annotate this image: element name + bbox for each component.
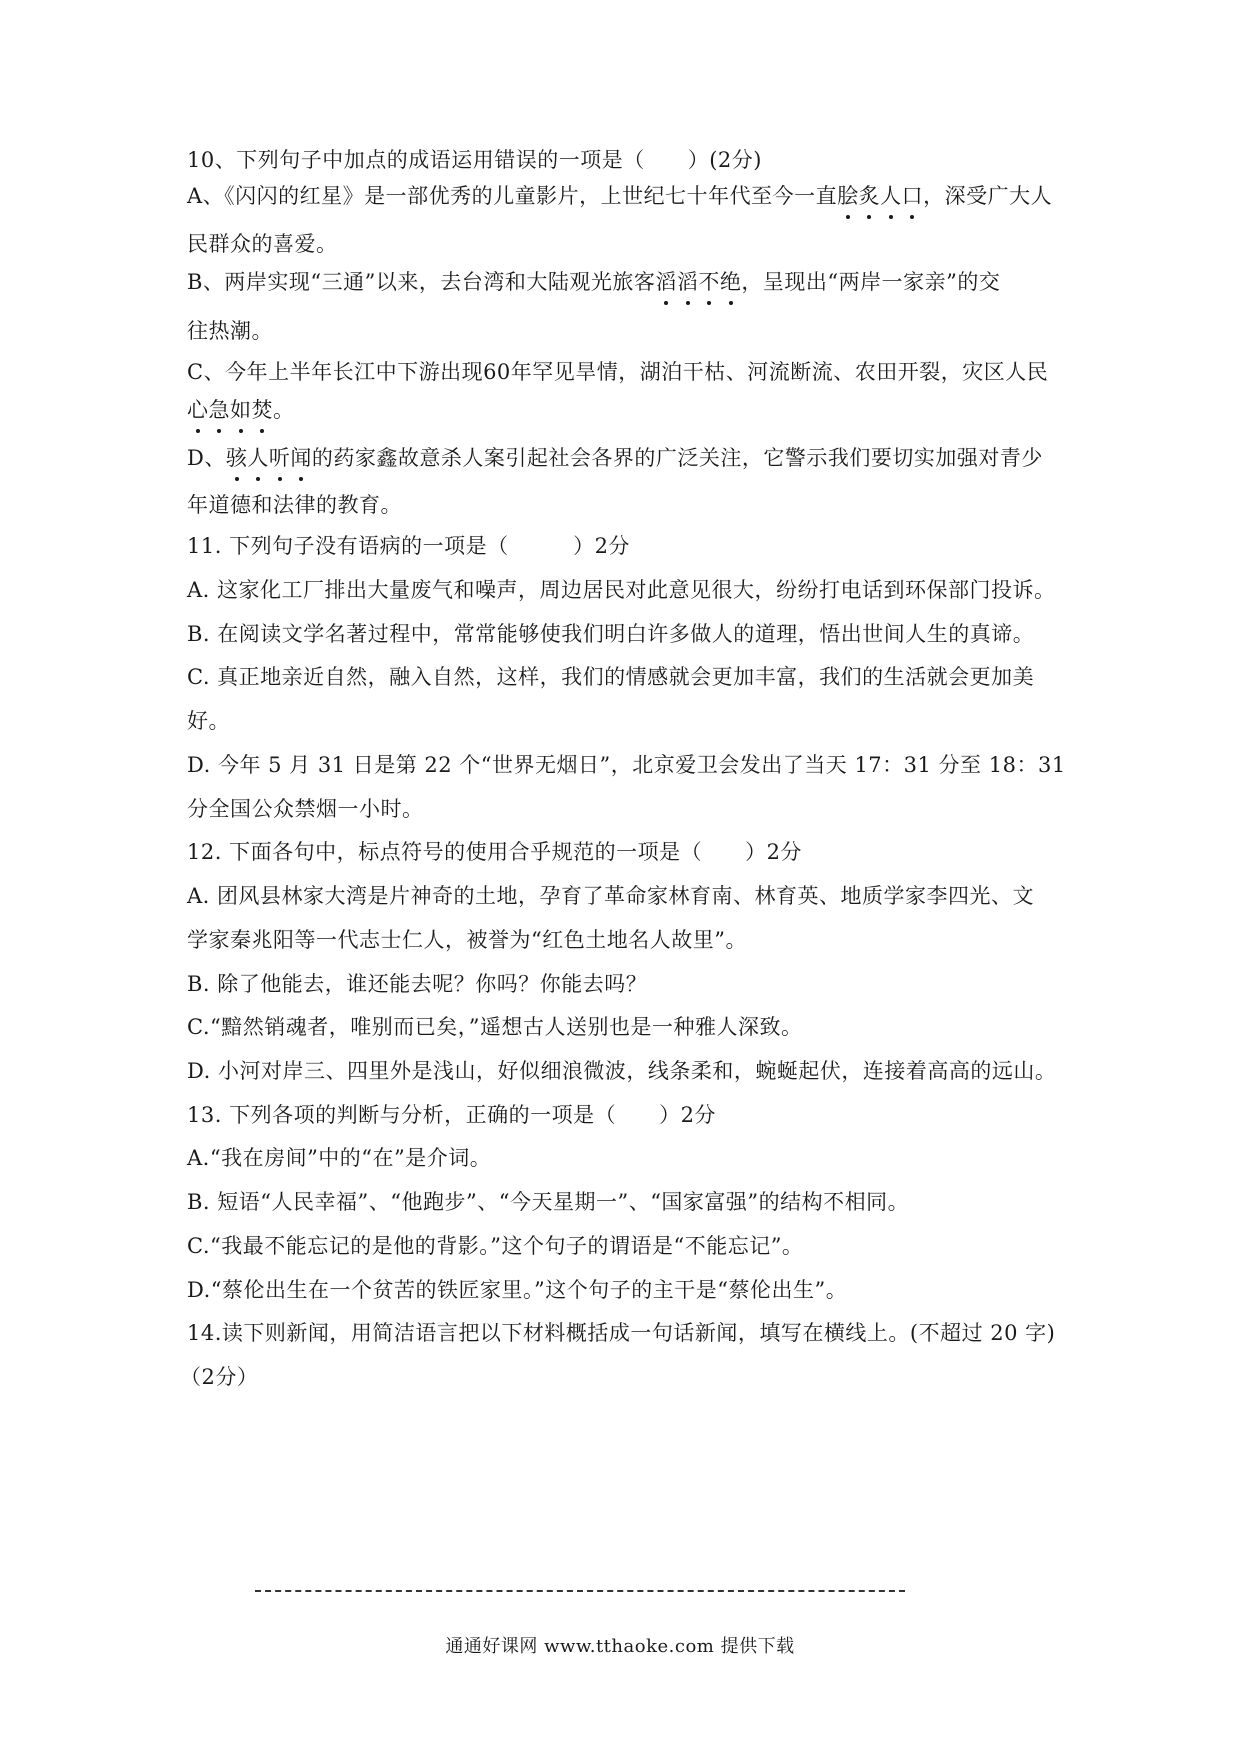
- q10-d-dotted-char: 闻: [290, 443, 312, 473]
- q10-option-b-line2: 往热潮。: [187, 319, 273, 343]
- q14-stem: 14.读下则新闻，用简洁语言把以下材料概括成一句话新闻，填写在横线上。(不超过 20 字): [187, 1321, 1056, 1345]
- q10-b-dotted-char: 滔: [677, 267, 699, 297]
- q10-c-dotted-char: 如: [230, 395, 252, 425]
- q11-option-a: A. 这家化工厂排出大量废气和噪声，周边居民对此意见很大，纷纷打电话到环保部门投诉。: [187, 578, 1056, 602]
- q10-c-text-post: 。: [273, 398, 295, 422]
- q11-option-d-line2: 分全国公众禁烟一小时。: [187, 797, 424, 821]
- q10-a-dotted-char: 口: [902, 181, 924, 211]
- q10-b-dotted-char: 绝: [720, 267, 742, 297]
- q10-b-text-post: ，呈现出“两岸一家亲”的交: [741, 270, 1001, 294]
- q13-option-a: A.“我在房间”中的“在”是介词。: [187, 1146, 492, 1170]
- q10-b-text-pre: B、两岸实现“三通”以来，去台湾和大陆观光旅客: [187, 270, 656, 294]
- q10-a-text-pre: A、《闪闪的红星》是一部优秀的儿童影片，上世纪七十年代至今一直: [187, 184, 838, 208]
- q12-option-a-line1: A. 团风县林家大湾是片神奇的土地，孕育了革命家林育南、林育英、地质学家李四光、文: [187, 884, 1035, 908]
- q10-c-dotted-char: 急: [209, 395, 231, 425]
- q10-a-dotted-char: 炙: [859, 181, 881, 211]
- q12-option-d: D. 小河对岸三、四里外是浅山，好似细浪微波，线条柔和，蜿蜒起伏，连接着高高的远山。: [187, 1059, 1057, 1083]
- q10-d-text-pre: D、: [187, 446, 226, 470]
- q14-score: （2分）: [180, 1365, 259, 1389]
- answer-blank-line: [255, 1590, 905, 1592]
- q10-option-c-line1: C、今年上半年长江中下游出现60年罕见旱情，湖泊干枯、河流断流、农田开裂，灾区人民: [187, 360, 1049, 384]
- q10-a-dotted-char: 脍: [837, 181, 859, 211]
- q12-option-c: C.“黯然销魂者，唯别而已矣，”遥想古人送别也是一种雅人深致。: [187, 1015, 803, 1039]
- page-footer: 通通好课网 www.tthaoke.com 提供下载: [445, 1636, 795, 1657]
- q11-option-d-line1: D. 今年 5 月 31 日是第 22 个“世界无烟日”，北京爱卫会发出了当天 17：31 分至 18：31: [187, 753, 1066, 777]
- q10-c-dotted-char: 焚: [252, 395, 274, 425]
- q10-d-dotted-char: 人: [247, 443, 269, 473]
- q10-a-dotted-char: 人: [880, 181, 902, 211]
- q10-option-c-line2: [187, 395, 1067, 425]
- q11-option-c-line2: 好。: [187, 709, 230, 733]
- q10-d-dotted-char: 骇: [226, 443, 248, 473]
- q10-option-a-line1: [187, 181, 1067, 211]
- q10-d-dotted-char: 听: [269, 443, 291, 473]
- q12-stem: 12. 下面各句中，标点符号的使用合乎规范的一项是（ ）2分: [187, 840, 802, 864]
- q10-b-dotted-char: 不: [698, 267, 720, 297]
- q10-option-b-line1: [187, 267, 1067, 297]
- q12-option-b: B. 除了他能去，谁还能去呢？你吗？你能去吗？: [187, 972, 648, 996]
- q11-option-b: B. 在阅读文学名著过程中，常常能够使我们明白许多做人的道理，悟出世间人生的真谛。: [187, 622, 1035, 646]
- q10-option-a-line2: 民群众的喜爱。: [187, 232, 338, 256]
- q13-stem: 13. 下列各项的判断与分析，正确的一项是（ ）2分: [187, 1103, 716, 1127]
- q10-d-text-post: 的药家鑫故意杀人案引起社会各界的广泛关注，它警示我们要切实加强对青少: [311, 446, 1043, 470]
- q10-option-d-line2: 年道德和法律的教育。: [187, 493, 402, 517]
- q10-stem: 10、下列句子中加点的成语运用错误的一项是（ ）(2分): [187, 148, 762, 172]
- q13-option-c: C.“我最不能忘记的是他的背影。”这个句子的谓语是“不能忘记”。: [187, 1234, 804, 1258]
- q13-option-d: D.“蔡伦出生在一个贫苦的铁匠家里。”这个句子的主干是“蔡伦出生”。: [187, 1278, 848, 1302]
- q10-b-dotted-char: 滔: [655, 267, 677, 297]
- q10-option-d-line1: [187, 443, 1067, 473]
- q13-option-b: B. 短语“人民幸福”、“他跑步”、“今天星期一”、“国家富强”的结构不相同。: [187, 1190, 910, 1214]
- q10-c-dotted-char: 心: [187, 395, 209, 425]
- q12-option-a-line2: 学家秦兆阳等一代志士仁人，被誉为“红色土地名人故里”。: [187, 928, 747, 952]
- q11-option-c-line1: C. 真正地亲近自然，融入自然，这样，我们的情感就会更加丰富，我们的生活就会更加美: [187, 665, 1035, 689]
- q10-a-text-post: ，深受广大人: [923, 184, 1053, 208]
- q11-stem: 11. 下列句子没有语病的一项是（ ）2分: [187, 534, 630, 558]
